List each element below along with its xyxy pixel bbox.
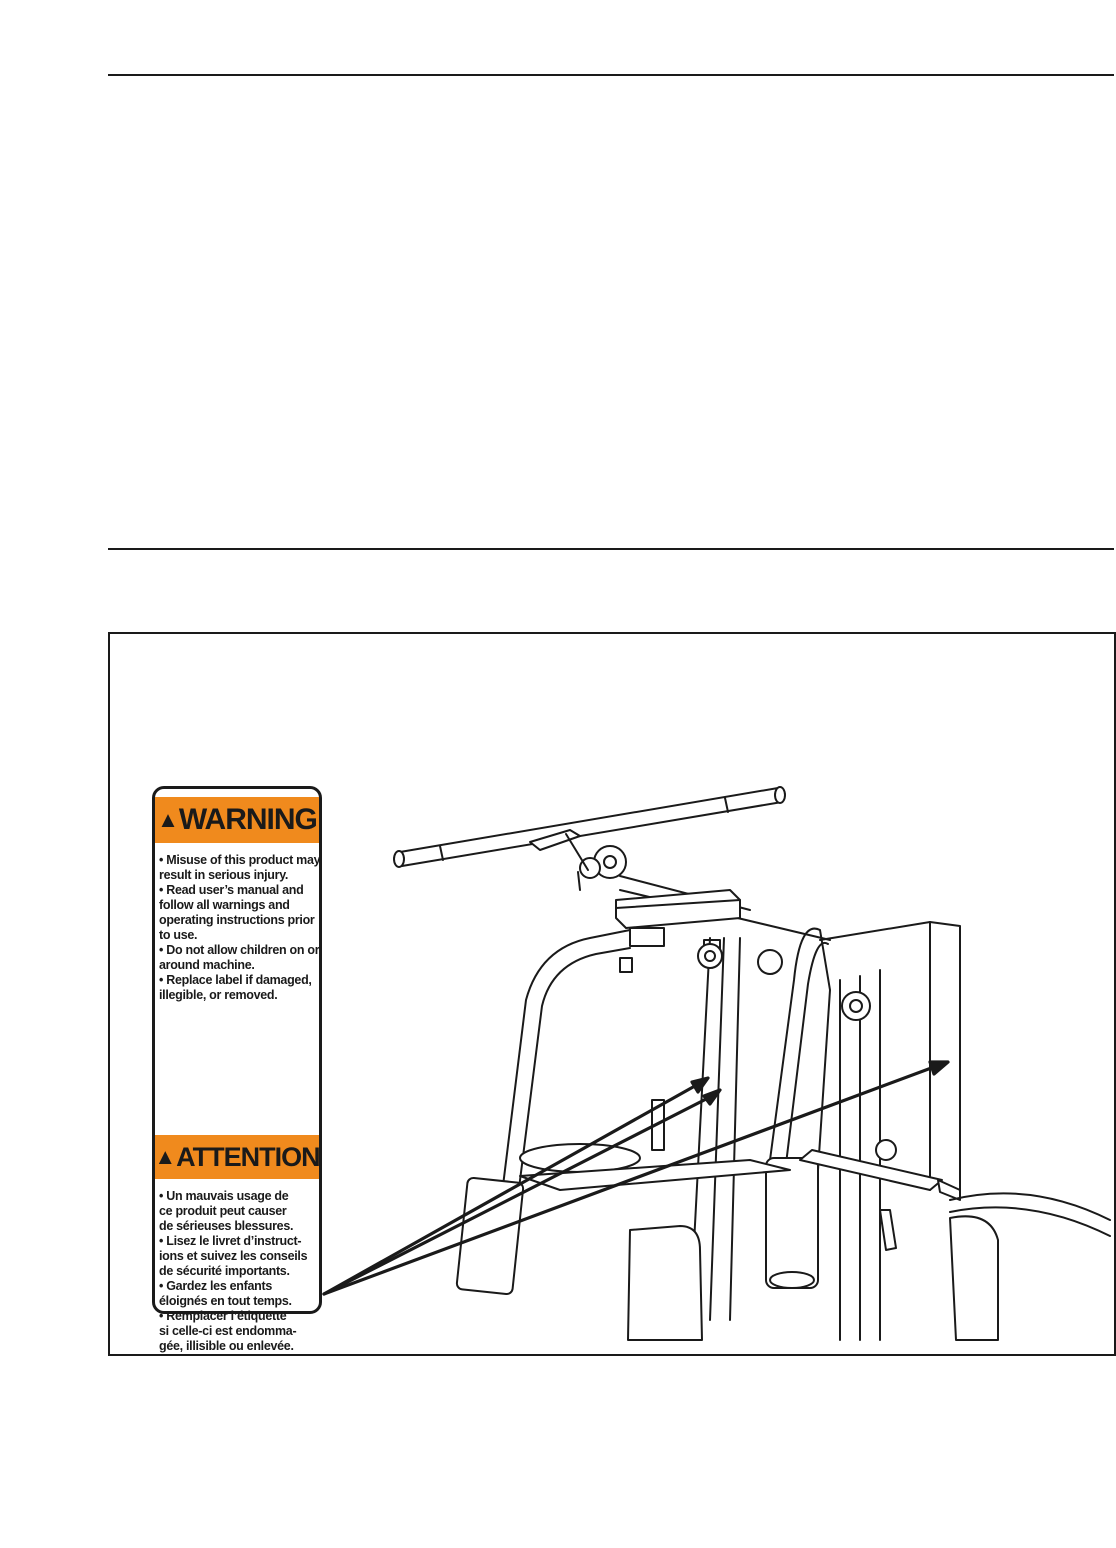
attention-text-block (159, 1189, 315, 1354)
home-gym-machine-illustration (330, 780, 1110, 1340)
left-press-arm (456, 930, 632, 1295)
warning-line: operating instructions prior (159, 913, 315, 927)
warning-line: result in serious injury. (159, 868, 289, 882)
rear-frame (800, 922, 960, 1340)
attention-line: de sérieuses blessures. (159, 1219, 294, 1233)
attention-line: • Un mauvais usage de (159, 1189, 289, 1203)
warning-text-block (159, 853, 321, 1003)
attention-title: ATTENTION (176, 1141, 320, 1172)
attention-line: ions et suivez les conseils (159, 1249, 308, 1263)
lat-bar (394, 787, 785, 867)
warning-line: • Misuse of this product may (159, 853, 321, 867)
attention-line: si celle-ci est endomma- (159, 1324, 297, 1338)
warning-line: • Read user’s manual and (159, 883, 304, 897)
attention-line: • Remplacer l’étiquette (159, 1309, 287, 1323)
warning-triangle-icon: ▲ (157, 807, 178, 832)
warning-header (155, 797, 319, 843)
attention-triangle-icon: ▲ (154, 1144, 176, 1169)
top-divider-rule (108, 74, 1114, 76)
warning-line: to use. (159, 928, 198, 942)
top-pulley (530, 830, 626, 890)
warning-line: • Do not allow children on or (159, 943, 320, 957)
warning-line: follow all warnings and (159, 898, 290, 912)
warning-line: • Replace label if damaged, (159, 973, 312, 987)
attention-line: • Gardez les enfants (159, 1279, 273, 1293)
attention-line: éloignés en tout temps. (159, 1294, 292, 1308)
attention-header (155, 1135, 319, 1179)
warning-line: illegible, or removed. (159, 988, 278, 1002)
attention-line: ce produit peut causer (159, 1204, 287, 1218)
warning-decal (152, 786, 322, 1353)
attention-line: • Lisez le livret d’instruct- (159, 1234, 302, 1248)
bottom-divider-rule (108, 548, 1114, 550)
warning-line: around machine. (159, 958, 255, 972)
warning-title: WARNING (178, 803, 317, 836)
attention-line: de sécurité importants. (159, 1264, 290, 1278)
attention-line: gée, illisible ou enlevée. (159, 1339, 294, 1353)
